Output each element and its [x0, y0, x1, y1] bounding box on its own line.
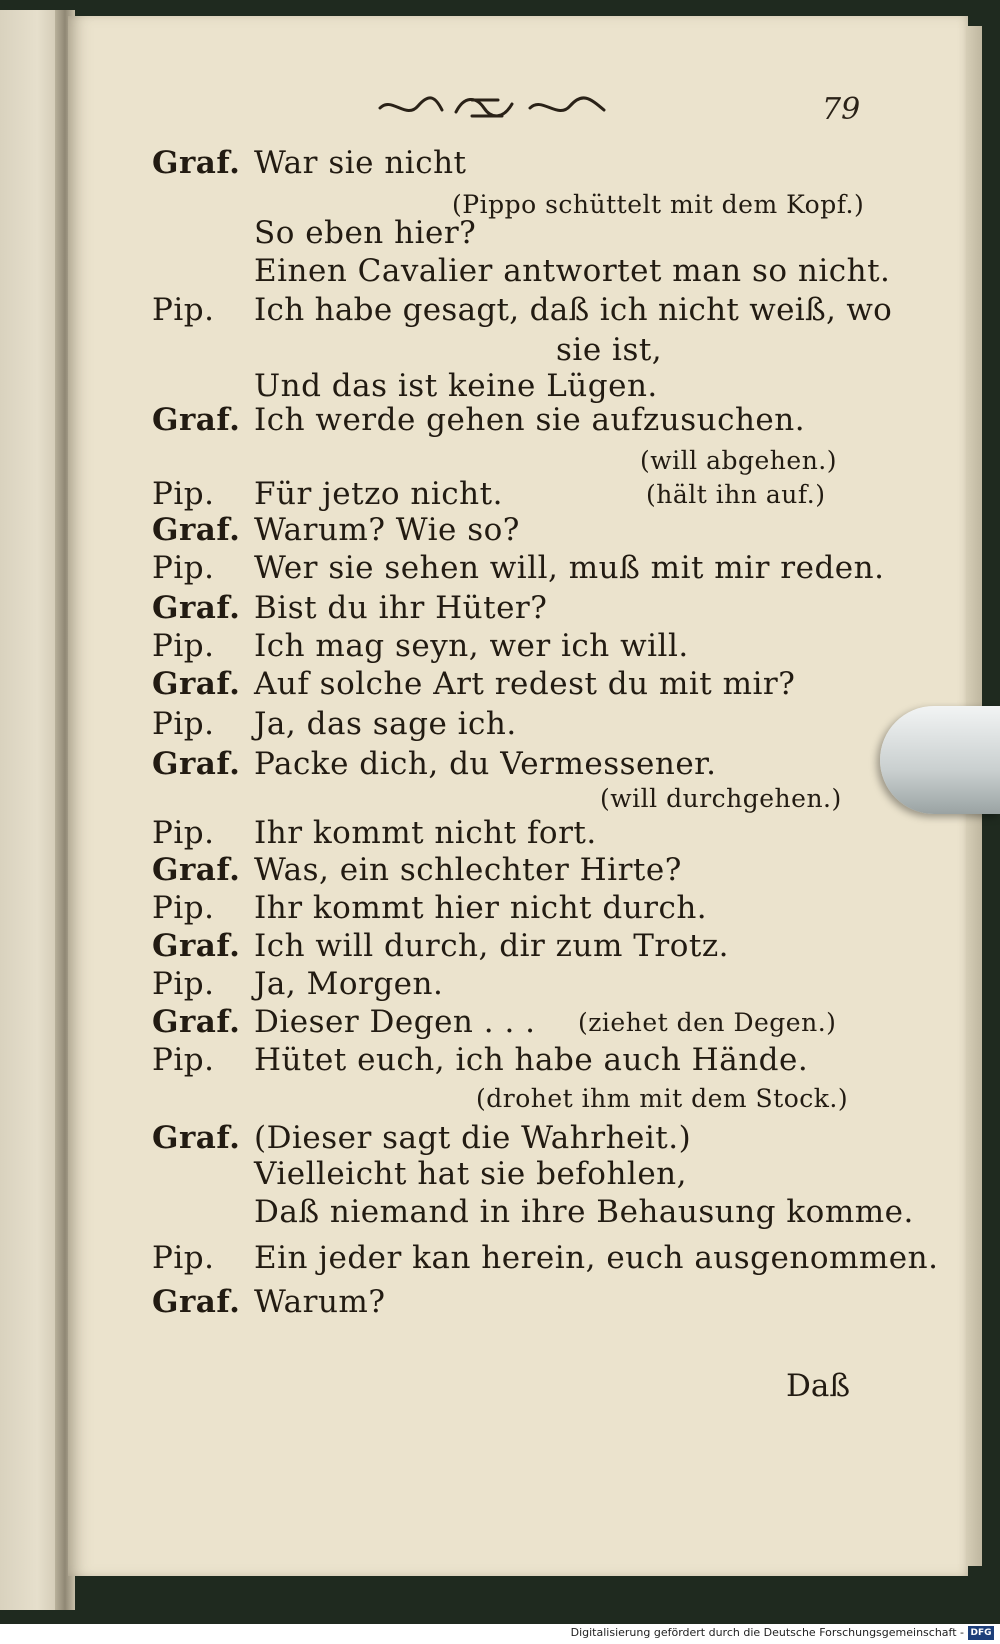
dialogue-text: Und das ist keine Lügen.	[254, 368, 658, 404]
text-line	[0, 1120, 1000, 1160]
text-line	[0, 145, 1000, 185]
text-line	[0, 402, 1000, 442]
dialogue-text: (Dieser sagt die Wahrheit.)	[254, 1120, 692, 1156]
dialogue-text: Packe dich, du Vermessener.	[254, 746, 717, 782]
dialogue-text: Bist du ihr Hüter?	[254, 590, 548, 626]
dialogue-text: sie ist,	[556, 332, 663, 368]
text-line	[0, 628, 1000, 668]
speaker-label: Graf.	[152, 666, 241, 702]
text-line	[0, 928, 1000, 968]
dialogue-text: Wer sie sehen will, muß mit mir reden.	[254, 550, 885, 586]
dialogue-text: Ihr kommt nicht fort.	[254, 815, 597, 851]
text-line	[0, 1240, 1000, 1280]
dialogue-text: Ja, das sage ich.	[254, 706, 517, 742]
speaker-label: Graf.	[152, 145, 241, 181]
speaker-label: Graf.	[152, 1120, 241, 1156]
text-line	[0, 1080, 1000, 1120]
text-line	[0, 1284, 1000, 1324]
text-line	[0, 815, 1000, 855]
stage-direction: (ziehet den Degen.)	[578, 1008, 837, 1037]
text-line	[0, 1194, 1000, 1234]
catchword: Daß	[786, 1368, 851, 1404]
stage-direction: (will abgehen.)	[640, 446, 837, 475]
text-line	[0, 666, 1000, 706]
speaker-label: Pip.	[152, 550, 215, 586]
text-line	[0, 550, 1000, 590]
ornament-flourish	[372, 90, 612, 124]
speaker-label: Pip.	[152, 815, 215, 851]
dialogue-text: Ihr kommt hier nicht durch.	[254, 890, 708, 926]
speaker-label: Pip.	[152, 966, 215, 1002]
dialogue-text: Hütet euch, ich habe auch Hände.	[254, 1042, 809, 1078]
dialogue-text: War sie nicht	[254, 145, 467, 181]
dialogue-text: Auf solche Art redest du mit mir?	[254, 666, 796, 702]
text-line	[0, 292, 1000, 332]
speaker-label: Graf.	[152, 852, 241, 888]
dialogue-text: Vielleicht hat sie befohlen,	[254, 1156, 687, 1192]
dialogue-text: Einen Cavalier antwortet man so nicht.	[254, 253, 891, 289]
dialogue-text: Was, ein schlechter Hirte?	[254, 852, 682, 888]
speaker-label: Pip.	[152, 476, 215, 512]
dialogue-text: Warum?	[254, 1284, 386, 1320]
speaker-label: Graf.	[152, 928, 241, 964]
speaker-label: Graf.	[152, 590, 241, 626]
text-line	[0, 332, 1000, 372]
speaker-label: Pip.	[152, 292, 215, 328]
stage-direction: (Pippo schüttelt mit dem Kopf.)	[452, 190, 865, 219]
speaker-label: Graf.	[152, 402, 241, 438]
text-line	[0, 215, 1000, 255]
text-line	[0, 890, 1000, 930]
speaker-label: Graf.	[152, 746, 241, 782]
page-clip	[880, 706, 1000, 814]
text-line	[0, 780, 1000, 820]
credit-bar	[0, 1624, 1000, 1644]
speaker-label: Pip.	[152, 890, 215, 926]
dialogue-text: Für jetzo nicht.	[254, 476, 503, 512]
speaker-label: Graf.	[152, 1004, 241, 1040]
text-line	[0, 1156, 1000, 1196]
text-line	[0, 966, 1000, 1006]
credit-text: Digitalisierung gefördert durch die Deutsche Forschungsgemeinschaft -	[570, 1626, 964, 1639]
text-line	[0, 1004, 1000, 1044]
speaker-label: Pip.	[152, 1240, 215, 1276]
text-line	[0, 1042, 1000, 1082]
dialogue-text: So eben hier?	[254, 215, 477, 251]
text-line	[0, 706, 1000, 746]
dialogue-text: Ich habe gesagt, daß ich nicht weiß, wo	[254, 292, 893, 328]
stage-direction: (will durchgehen.)	[600, 784, 842, 813]
speaker-label: Pip.	[152, 628, 215, 664]
speaker-label: Graf.	[152, 1284, 241, 1320]
text-line	[0, 512, 1000, 552]
stage-direction: (drohet ihm mit dem Stock.)	[476, 1084, 849, 1113]
dialogue-text: Warum? Wie so?	[254, 512, 520, 548]
dialogue-text: Ja, Morgen.	[254, 966, 444, 1002]
dialogue-text: Daß niemand in ihre Behausung komme.	[254, 1194, 914, 1230]
stage-direction: (hält ihn auf.)	[646, 480, 826, 509]
text-line	[0, 852, 1000, 892]
speaker-label: Pip.	[152, 706, 215, 742]
text-line	[0, 253, 1000, 293]
dialogue-text: Ich mag seyn, wer ich will.	[254, 628, 689, 664]
dfg-logo: DFG	[968, 1626, 994, 1640]
text-line	[0, 590, 1000, 630]
speaker-label: Pip.	[152, 1042, 215, 1078]
dialogue-text: Ein jeder kan herein, euch ausgenommen.	[254, 1240, 939, 1276]
page-number: 79	[822, 92, 861, 127]
speaker-label: Graf.	[152, 512, 241, 548]
dialogue-text: Dieser Degen . . .	[254, 1004, 536, 1040]
text-line	[0, 476, 1000, 516]
dialogue-text: Ich will durch, dir zum Trotz.	[254, 928, 730, 964]
dialogue-text: Ich werde gehen sie aufzusuchen.	[254, 402, 806, 438]
